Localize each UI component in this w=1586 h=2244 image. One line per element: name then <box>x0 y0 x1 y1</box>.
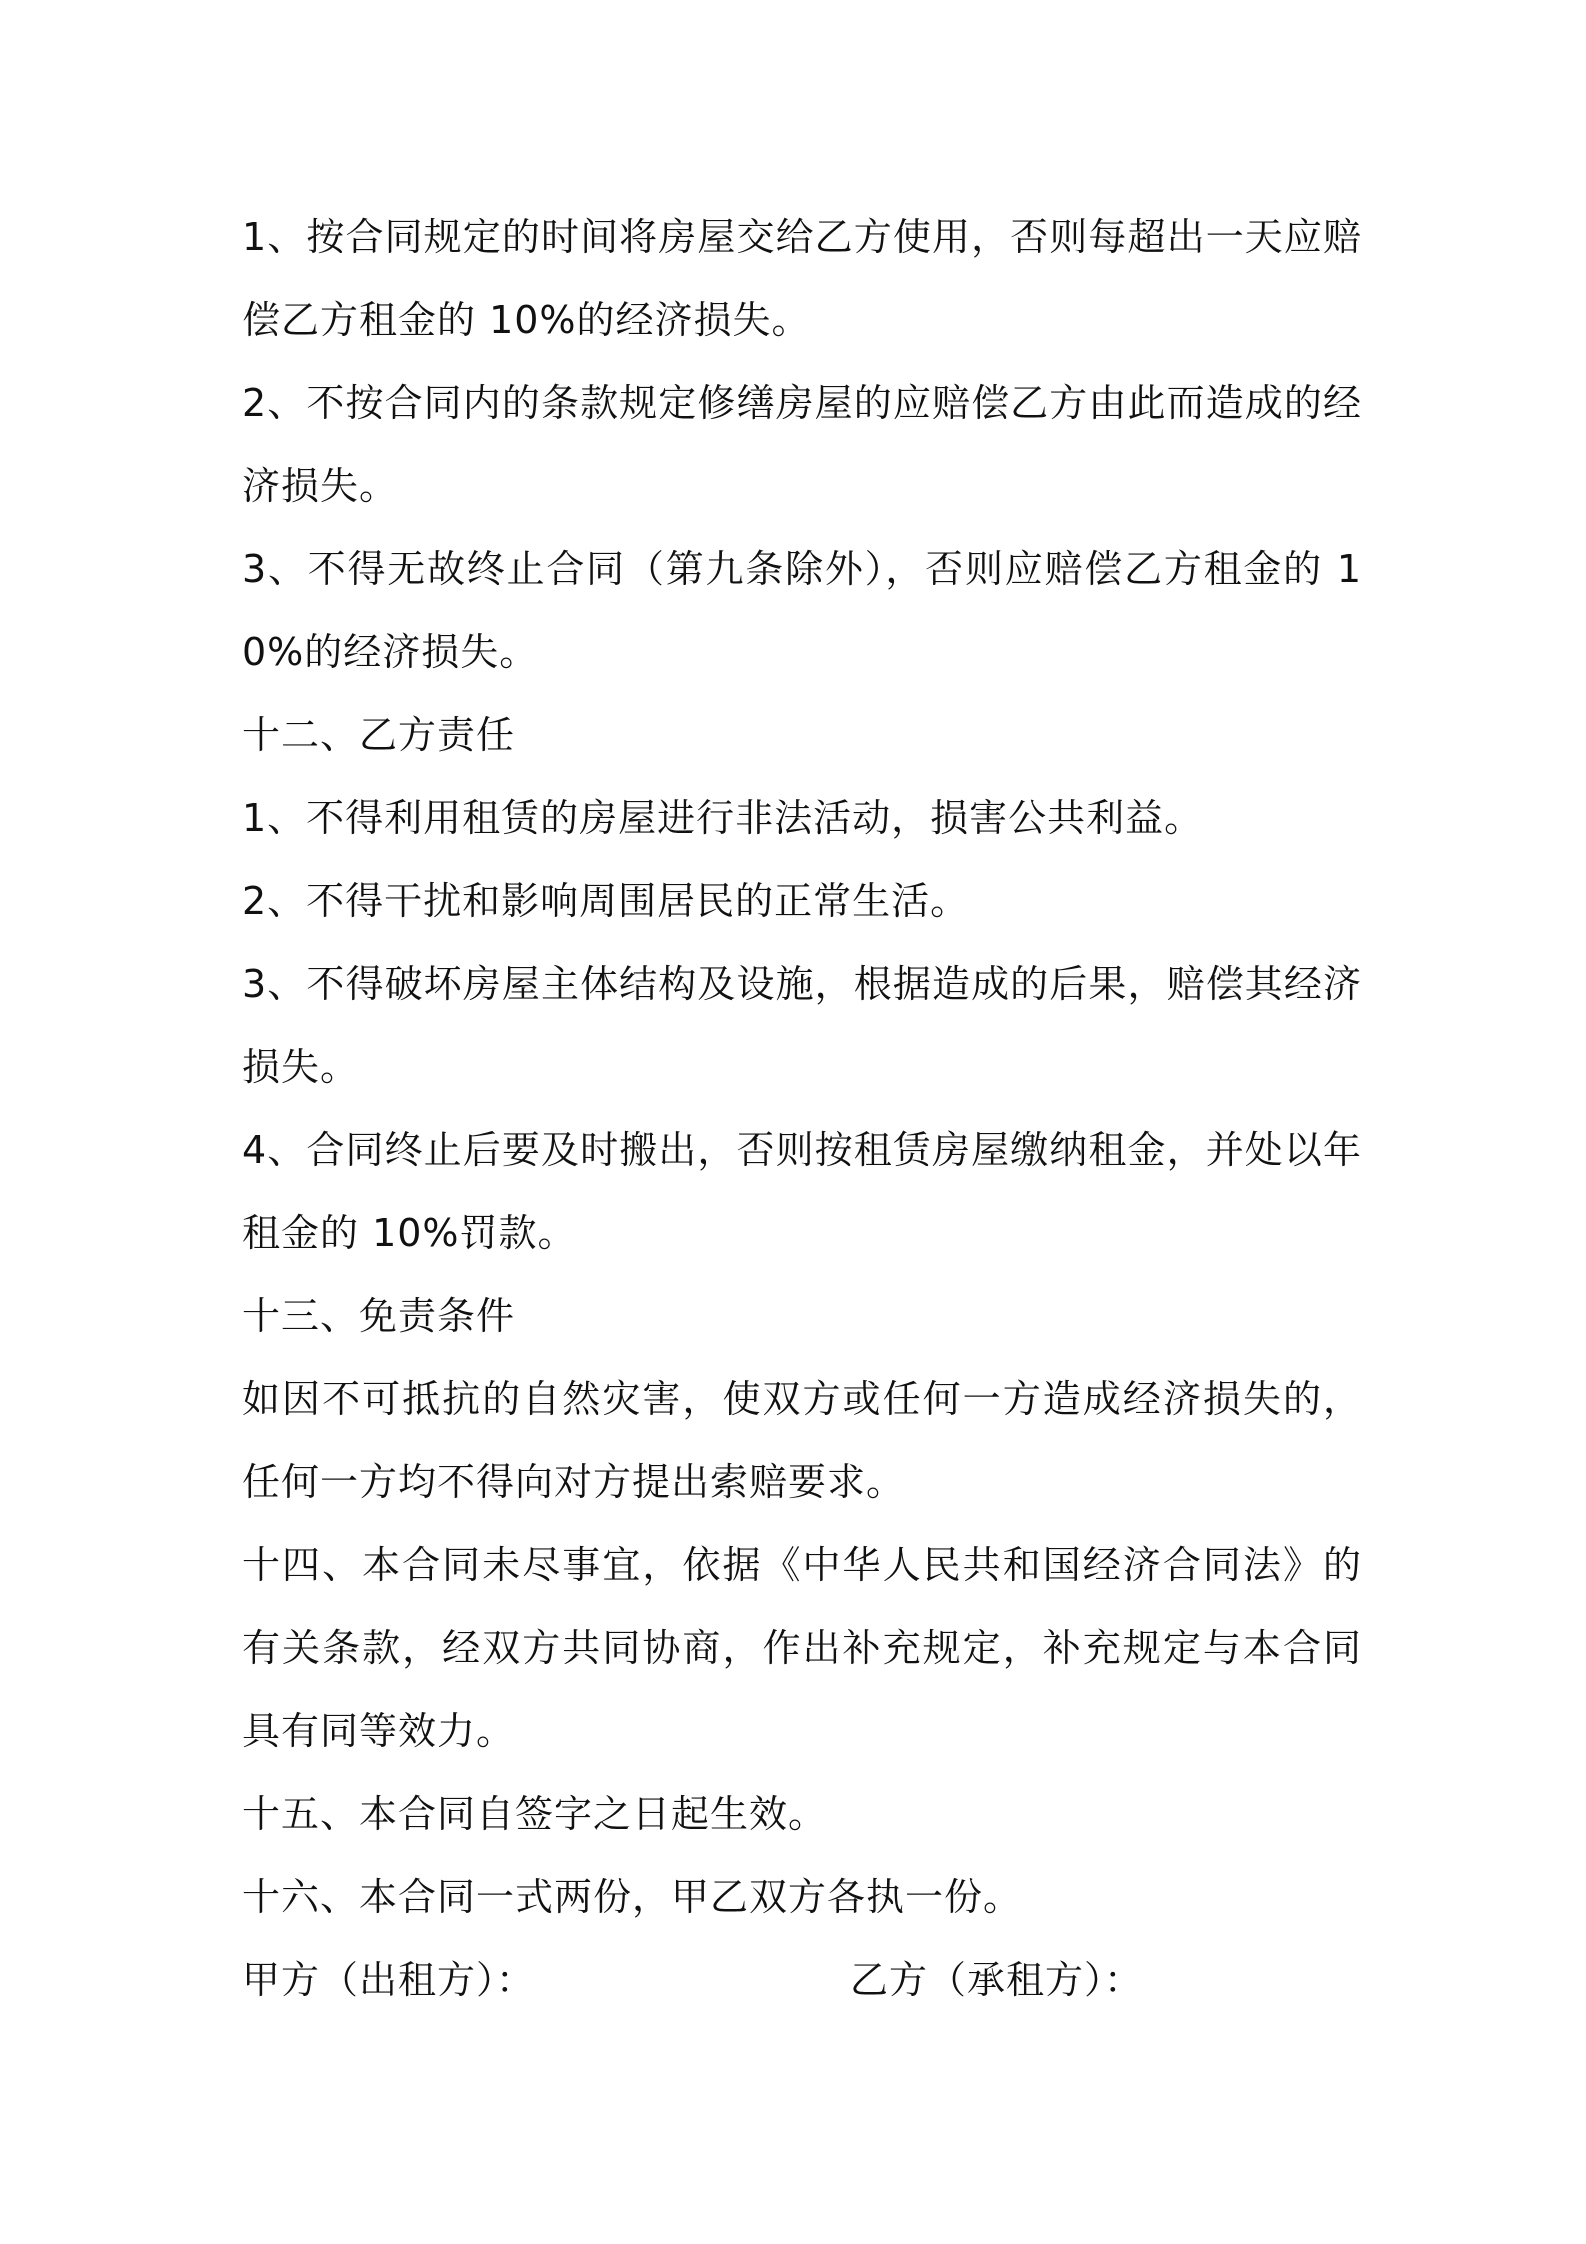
clause-tenant-3: 3、不得破坏房屋主体结构及设施，根据造成的后果，赔偿其经济损失。 <box>242 962 1362 1089</box>
section-sixteen: 十六、本合同一式两份，甲乙双方各执一份。 <box>242 1875 1023 1919</box>
section-fourteen: 十四、本合同未尽事宜，依据《中华人民共和国经济合同法》的有关条款，经双方共同协商，作出补充规定，补充规定与本合同具有同等效力。 <box>242 1543 1362 1753</box>
contract-body <box>242 196 1362 2022</box>
section-heading-exemption: 十三、免责条件 <box>242 1294 516 1338</box>
clause-landlord-3: 3、不得无故终止合同（第九条除外），否则应赔偿乙方租金的 10%的经济损失。 <box>242 547 1362 674</box>
clause-exemption: 如因不可抵抗的自然灾害，使双方或任何一方造成经济损失的，任何一方均不得向对方提出索赔要求。 <box>242 1377 1362 1504</box>
clause-landlord-2: 2、不按合同内的条款规定修缮房屋的应赔偿乙方由此而造成的经济损失。 <box>242 381 1362 508</box>
party-a-signature-label: 甲方（出租方）： <box>242 1958 536 2002</box>
clause-tenant-4: 4、合同终止后要及时搬出，否则按租赁房屋缴纳租金，并处以年租金的 10%罚款。 <box>242 1128 1362 1255</box>
section-heading-tenant-responsibility: 十二、乙方责任 <box>242 713 516 757</box>
section-fifteen: 十五、本合同自签字之日起生效。 <box>242 1792 828 1836</box>
clause-tenant-2: 2、不得干扰和影响周围居民的正常生活。 <box>242 879 970 923</box>
clause-tenant-1: 1、不得利用租赁的房屋进行非法活动，损害公共利益。 <box>242 796 1204 840</box>
signature-line <box>242 1939 1362 2022</box>
party-b-signature-label: 乙方（承租方）： <box>850 1958 1144 2002</box>
clause-landlord-1: 1、按合同规定的时间将房屋交给乙方使用，否则每超出一天应赔偿乙方租金的 10%的经济损失。 <box>242 215 1362 342</box>
